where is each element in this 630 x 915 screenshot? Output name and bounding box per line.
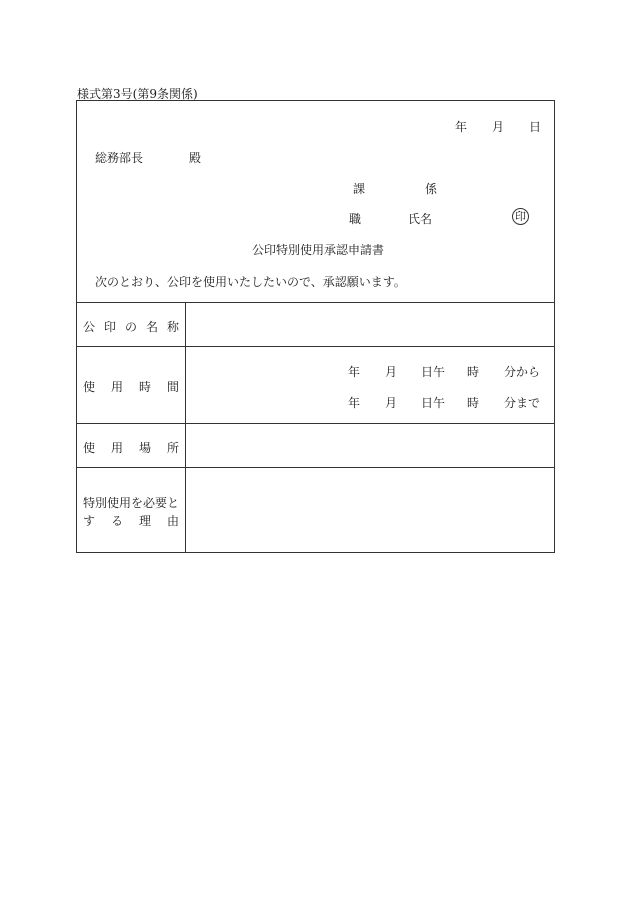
label-char: る <box>110 514 123 528</box>
label-char: 用 <box>110 380 123 394</box>
to-minute-label: 分まで <box>504 396 541 410</box>
seal-name-value[interactable] <box>187 303 553 345</box>
usage-place-label <box>83 439 179 456</box>
from-minute-label: 分から <box>504 365 541 379</box>
date-day-label: 日 <box>529 120 542 134</box>
addressee-honorific: 殿 <box>189 151 202 165</box>
column-divider <box>185 302 186 553</box>
application-form <box>76 100 555 553</box>
from-month-label: 月 <box>385 365 398 379</box>
seal-mark-icon: 印 <box>512 208 529 225</box>
reason-label-line2 <box>83 512 179 530</box>
label-char: 由 <box>166 514 179 528</box>
reason-label <box>83 494 179 530</box>
reason-value[interactable] <box>187 468 553 552</box>
label-char: 時 <box>138 380 151 394</box>
from-day-ampm-label: 日午 <box>421 365 446 379</box>
usage-time-label <box>83 378 179 395</box>
to-month-label: 月 <box>385 396 398 410</box>
label-char: 使 <box>83 441 96 455</box>
label-char: 称 <box>166 320 179 334</box>
label-char: 名 <box>145 320 158 334</box>
label-char: 印 <box>103 320 116 334</box>
date-year-label: 年 <box>455 120 468 134</box>
label-char: 使 <box>83 380 96 394</box>
to-year-label: 年 <box>348 396 361 410</box>
position-label: 職 <box>349 212 362 226</box>
to-day-ampm-label: 日午 <box>421 396 446 410</box>
subsection-label: 係 <box>425 182 438 196</box>
usage-place-value[interactable] <box>187 424 553 466</box>
form-code: 様式第3号(第9条関係) <box>77 87 198 101</box>
from-hour-label: 時 <box>467 365 480 379</box>
name-label: 氏名 <box>408 212 433 226</box>
date-month-label: 月 <box>492 120 505 134</box>
label-char: 場 <box>138 441 151 455</box>
label-char: 理 <box>138 514 151 528</box>
section-label: 課 <box>353 182 366 196</box>
to-hour-label: 時 <box>467 396 480 410</box>
label-char: す <box>83 514 96 528</box>
from-year-label: 年 <box>348 365 361 379</box>
seal-name-label <box>83 318 179 335</box>
label-char: 間 <box>166 380 179 394</box>
label-char: 公 <box>83 320 96 334</box>
label-char: 所 <box>166 441 179 455</box>
addressee-title: 総務部長 <box>95 151 144 165</box>
label-char: の <box>124 320 137 334</box>
row-divider <box>77 346 554 347</box>
reason-label-line1: 特別使用を必要と <box>83 496 180 510</box>
label-char: 用 <box>110 441 123 455</box>
document-title: 公印特別使用承認申請書 <box>252 243 385 257</box>
body-text: 次のとおり、公印を使用いたしたいので、承認願います。 <box>95 275 406 289</box>
